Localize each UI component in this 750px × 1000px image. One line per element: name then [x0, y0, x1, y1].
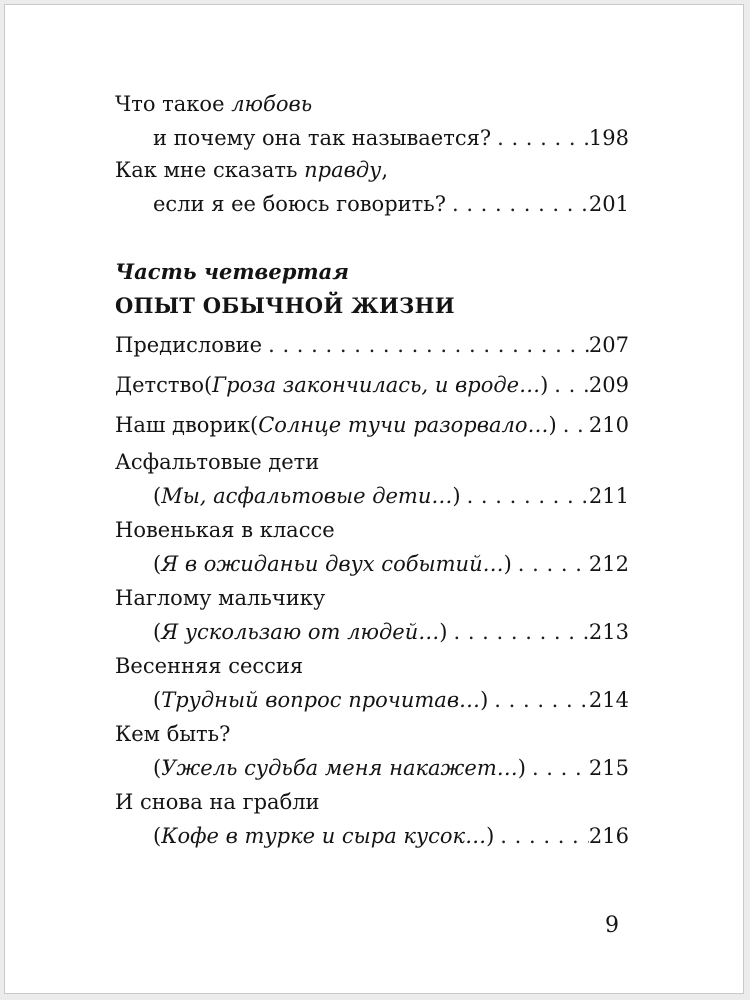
- dot-leader: [512, 547, 589, 581]
- section-title: ОПЫТ ОБЫЧНОЙ ЖИЗНИ: [115, 293, 455, 318]
- entry-title-italic: правду: [304, 158, 382, 182]
- entry-page-number: 216: [588, 824, 629, 848]
- toc-entry-love: [115, 87, 629, 155]
- entry-title-part: Как мне сказать: [115, 158, 305, 182]
- dot-leader: [488, 683, 589, 717]
- toc-entry-who-to-be: Кем быть? ( Ужель судьба меня накажет… ) . . . 215: [115, 717, 629, 785]
- dot-leader: [447, 615, 588, 649]
- dot-leader: [557, 408, 589, 442]
- entry-title: Детство: [115, 373, 204, 397]
- section-label: Часть четвертая: [115, 259, 349, 284]
- entry-title: Весенняя сессия: [115, 654, 304, 678]
- entry-title-continuation: если я ее боюсь говорить?: [153, 192, 446, 216]
- entry-title: И снова на грабли: [115, 790, 320, 814]
- entry-first-line: Трудный вопрос прочитав…: [161, 688, 481, 712]
- entry-page-number: 201: [588, 192, 629, 216]
- entry-title-continuation: и почему она так называется?: [153, 126, 492, 150]
- entry-page-number: 213: [588, 620, 629, 644]
- dot-leader: [494, 819, 589, 853]
- entry-first-line: Кофе в турке и сыра кусок…: [161, 824, 487, 848]
- entry-page-number: 207: [588, 333, 629, 357]
- toc-entry-asphalt-children: Асфальтовые дети ( Мы, асфальтовые дети… ) . . . 211: [115, 445, 629, 513]
- entry-page-number: 211: [588, 484, 629, 508]
- dot-leader: [446, 187, 589, 221]
- toc-entry-rude-boy: Наглому мальчику ( Я ускользаю от людей… ) . . . 213: [115, 581, 629, 649]
- entry-title: Новенькая в классе: [115, 518, 335, 542]
- entry-title-part: Что такое: [115, 92, 232, 116]
- entry-page-number: 212: [588, 552, 629, 576]
- toc-entry-childhood: Детство ( Гроза закончилась, и вроде… ) . . . 209: [115, 368, 629, 402]
- entry-page-number: 214: [588, 688, 629, 712]
- entry-title: Асфальтовые дети: [115, 450, 320, 474]
- toc-entry-preface: [115, 328, 629, 362]
- entry-page-number: 215: [588, 756, 629, 780]
- entry-title: Наглому мальчику: [115, 586, 326, 610]
- dot-leader: [548, 368, 589, 402]
- toc-entry-rake-again: И снова на грабли ( Кофе в турке и сыра кусок… ) . . . 216: [115, 785, 629, 853]
- dot-leader: [491, 121, 589, 155]
- entry-title: Кем быть?: [115, 722, 231, 746]
- entry-page-number: 198: [588, 126, 629, 150]
- entry-page-number: 209: [588, 373, 629, 397]
- toc-entry-spring-session: Весенняя сессия ( Трудный вопрос прочитав… ) . . . 214: [115, 649, 629, 717]
- toc-entry-courtyard: Наш дворик ( Солнце тучи разорвало… ) . . . 210: [115, 408, 629, 442]
- dot-leader: [526, 751, 589, 785]
- dot-leader: [262, 328, 589, 362]
- toc-entry-truth: [115, 153, 629, 221]
- entry-first-line: Солнце тучи разорвало…: [258, 413, 549, 437]
- entry-first-line: Мы, асфальтовые дети…: [161, 484, 453, 508]
- entry-page-number: 210: [588, 413, 629, 437]
- dot-leader: [461, 479, 589, 513]
- entry-title: Наш дворик: [115, 413, 250, 437]
- entry-title: Предисловие: [115, 333, 263, 357]
- page-number: 9: [605, 913, 619, 938]
- entry-first-line: Я в ожиданьи двух событий…: [161, 552, 504, 576]
- entry-title-italic: любовь: [231, 92, 313, 116]
- entry-first-line: Я ускользаю от людей…: [161, 620, 440, 644]
- entry-title-tail: ,: [381, 158, 389, 182]
- book-page: [4, 4, 744, 994]
- entry-first-line: Ужель судьба меня накажет…: [161, 756, 518, 780]
- toc-entry-new-girl: Новенькая в классе ( Я в ожиданьи двух событий… ) . . . 212: [115, 513, 629, 581]
- entry-first-line: Гроза закончилась, и вроде…: [212, 373, 541, 397]
